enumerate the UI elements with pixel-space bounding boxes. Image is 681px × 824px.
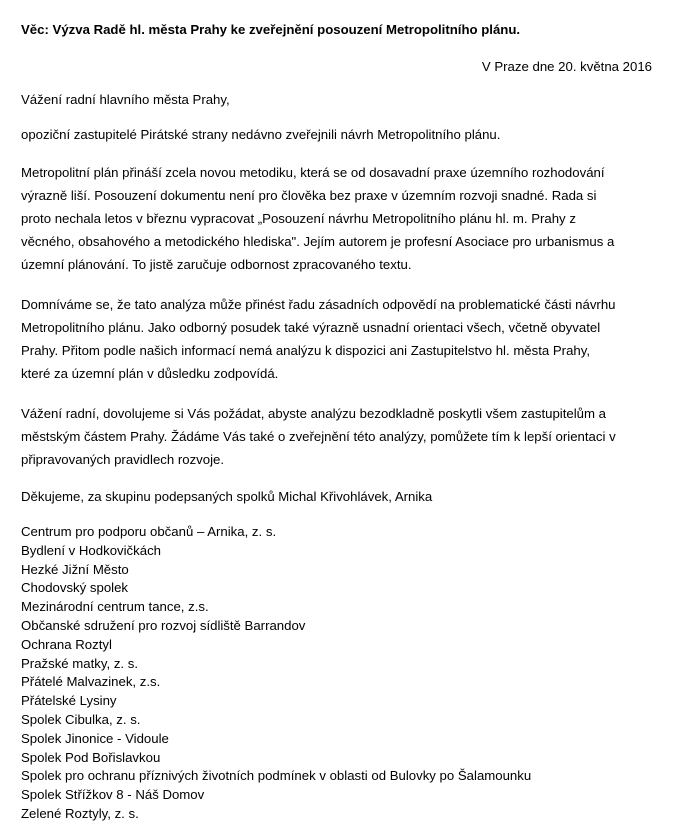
paragraph-request (21, 402, 661, 471)
paragraph-analysis (21, 293, 661, 385)
paragraph-line: územní plánování. To jistě zaručuje odbornost zpracovaného textu. (21, 257, 412, 272)
organization-item: Ochrana Roztyl (21, 636, 112, 652)
paragraph-methodology (21, 161, 661, 276)
organization-item: Spolek Pod Bořislavkou (21, 749, 161, 765)
paragraph-line: městským částem Prahy. Žádáme Vás také o zveřejnění této analýzy, pomůžete tím k lepší orientaci v (21, 429, 616, 444)
paragraph-line: připravovaných pravidlech rozvoje. (21, 452, 225, 467)
paragraph-line: Domníváme se, že tato analýza může přinést řadu zásadních odpovědí na problematické části návrhu (21, 297, 616, 312)
organization-item: Mezinárodní centrum tance, z.s. (21, 599, 209, 615)
organization-item: Přátelé Malvazinek, z.s. (21, 674, 161, 690)
paragraph-line: věcného, obsahového a metodického hlediska". Jejím autorem je profesní Asociace pro urbanismus a (21, 234, 615, 249)
organization-item: Bydlení v Hodkovičkách (21, 542, 162, 558)
paragraph-line: Vážení radní, dovolujeme si Vás požádat, abyste analýzu bezodkladně poskytli všem zastupitelům a (21, 406, 606, 421)
paragraph-line: výrazně liší. Posouzení dokumentu není pro člověka bez praxe v územním rozvoji snadné. Rada si (21, 188, 597, 203)
organization-item: Přátelské Lysiny (21, 693, 117, 709)
organization-item: Centrum pro podporu občanů – Arnika, z. s. (21, 524, 277, 539)
organization-item: Spolek Cibulka, z. s. (21, 711, 141, 727)
paragraph-line: Prahy. Přitom podle našich informací nemá analýzu k dispozici ani Zastupitelstvo hl. města Prahy, (21, 343, 591, 358)
organization-item: Pražské matky, z. s. (21, 655, 138, 671)
organization-item: Hezké Jižní Město (21, 561, 129, 577)
paragraph-intro (21, 125, 661, 144)
organization-list (21, 523, 661, 824)
paragraph-line: opoziční zastupitelé Pirátské strany nedávno zveřejnili návrh Metropolitního plánu. (21, 127, 501, 142)
letter-signoff: Děkujeme, za skupinu podepsaných spolků Michal Křivohlávek, Arnika (21, 489, 433, 504)
organization-item: Zelené Roztyly, z. s. (21, 805, 139, 821)
paragraph-line: Metropolitního plánu. Jako odborný posudek také výrazně usnadní orientaci všech, včetně obyvatel (21, 320, 601, 335)
letter-salutation: Vážení radní hlavního města Prahy, (21, 92, 230, 107)
organization-item: Spolek pro ochranu příznivých životních podmínek v oblasti od Bulovky po Šalamounku (21, 768, 532, 784)
paragraph-line: Metropolitní plán přináší zcela novou metodiku, která se od dosavadní praxe územního rozhodování (21, 165, 605, 180)
organization-item: Spolek Střížkov 8 - Náš Domov (21, 787, 205, 803)
letter-subject: Věc: Výzva Radě hl. města Prahy ke zveřejnění posouzení Metropolitního plánu. (21, 22, 521, 37)
paragraph-line: proto nechala letos v březnu vypracovat „Posouzení návrhu Metropolitního plánu hl. m. Prahy z (21, 211, 576, 226)
organization-item: Občanské sdružení pro rozvoj sídliště Barrandov (21, 617, 306, 633)
letter-page (21, 20, 661, 824)
organization-item: Spolek Jinonice - Vidoule (21, 730, 169, 746)
organization-item: Chodovský spolek (21, 580, 129, 596)
paragraph-line: které za územní plán v důsledku zodpovídá. (21, 366, 279, 381)
letter-date: V Praze dne 20. května 2016 (481, 59, 652, 74)
